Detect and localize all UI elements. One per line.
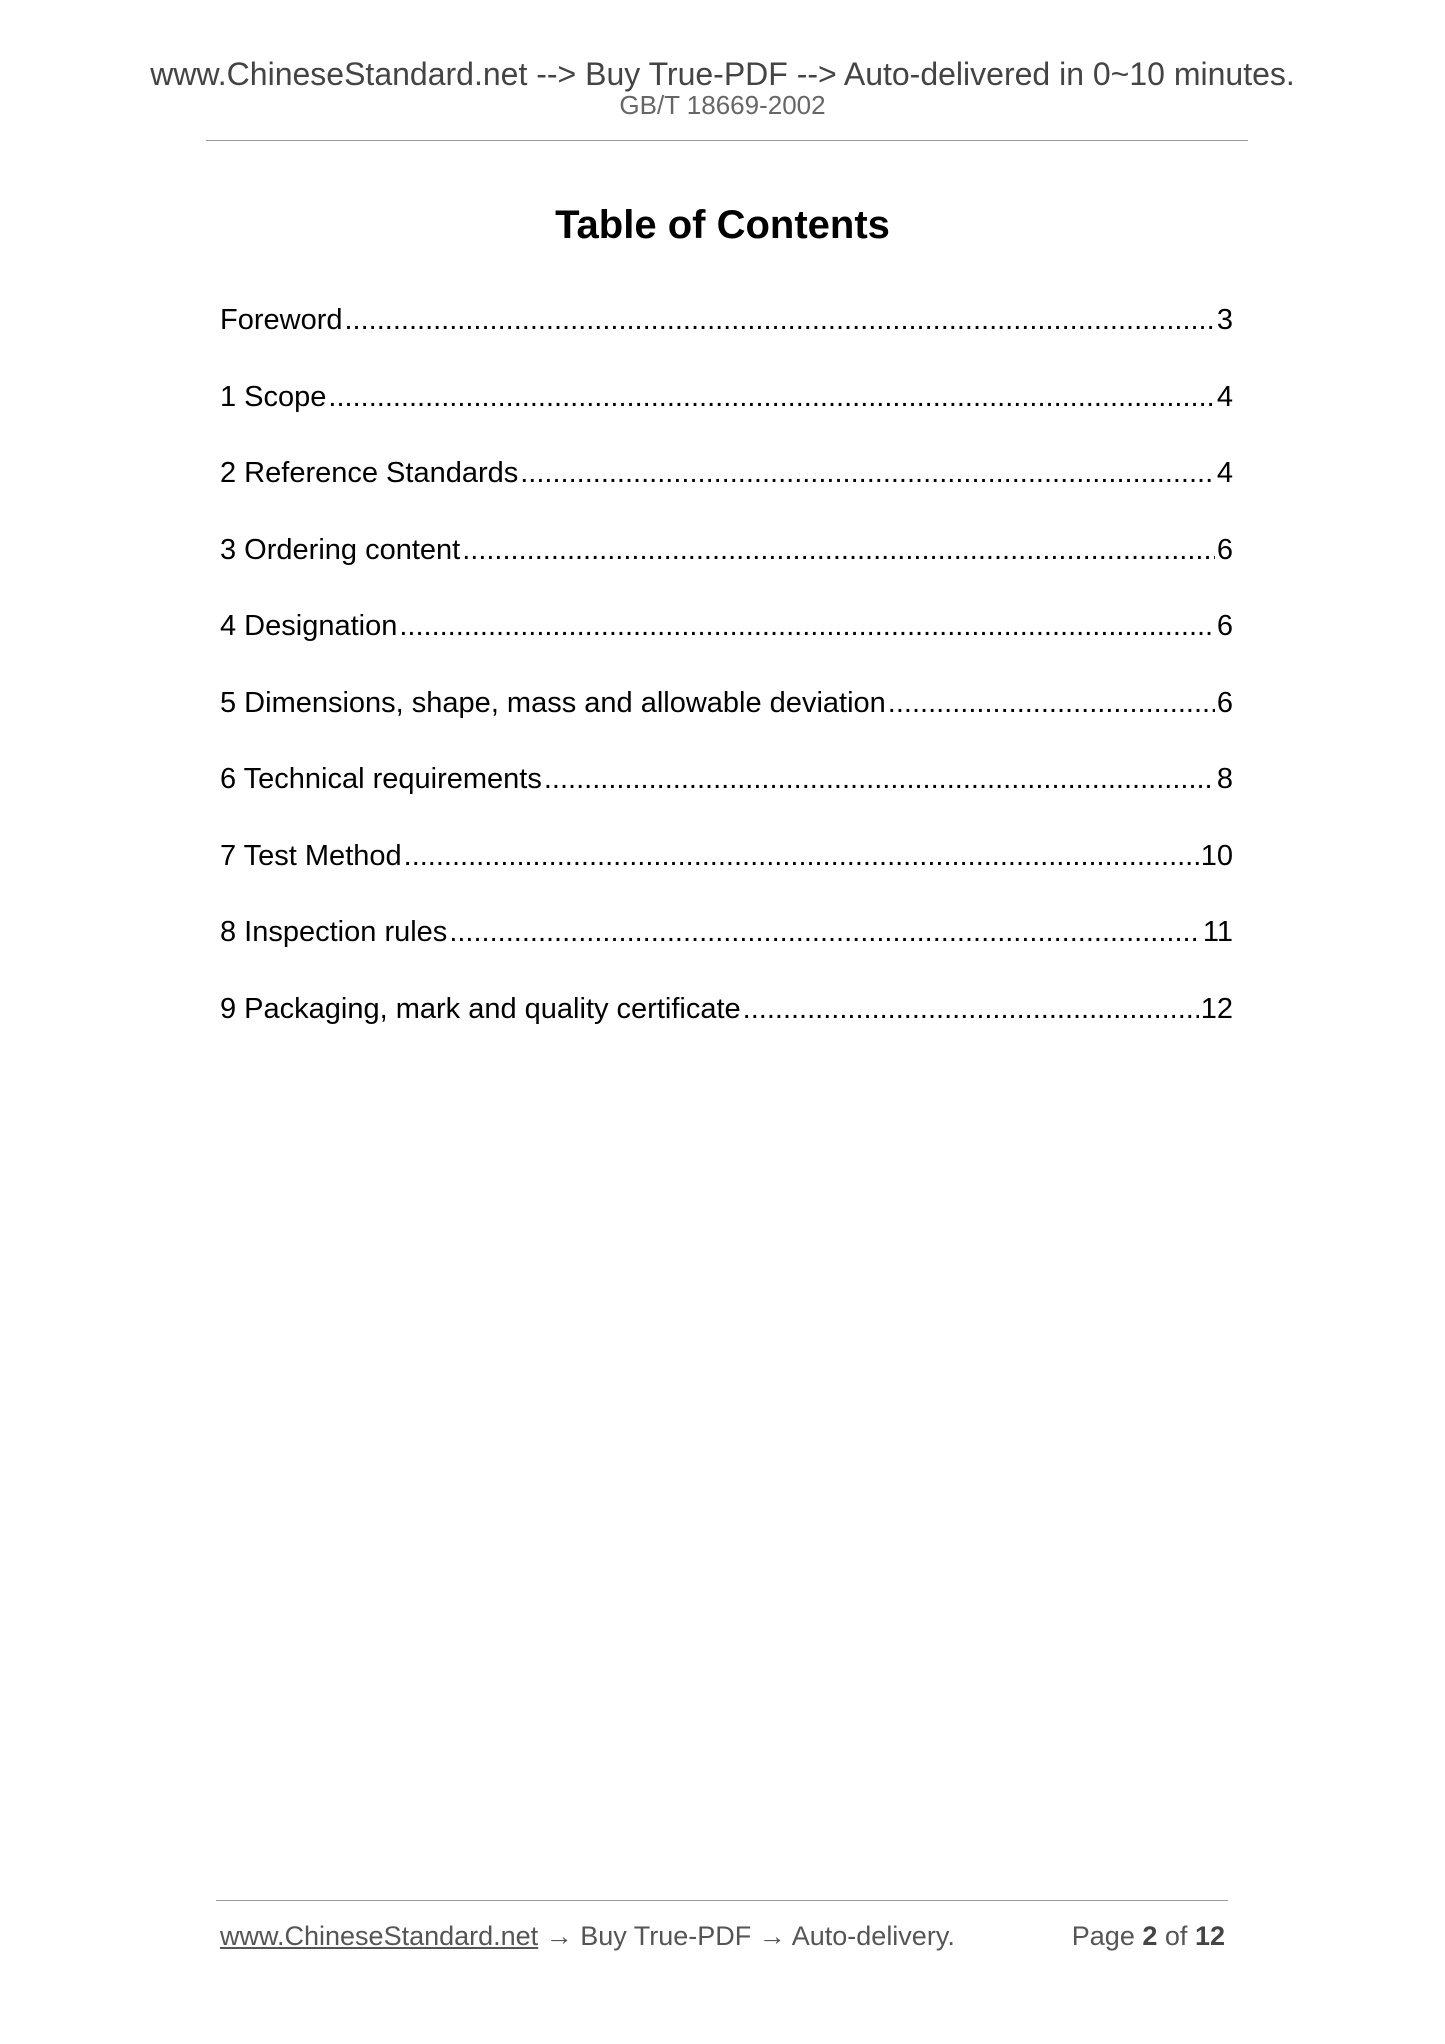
site-banner: www.ChineseStandard.net --> Buy True-PDF --> Auto-delivered in 0~10 minutes. — [150, 56, 1295, 92]
toc-entry-page: 10 — [1200, 839, 1233, 872]
toc-entry-label: 8 Inspection rules — [220, 916, 448, 948]
toc-entry-inspection-rules[interactable] — [220, 910, 1233, 987]
footer-divider — [216, 1900, 1228, 1901]
toc-list — [220, 298, 1233, 1063]
toc-entry-page: 6 — [1216, 686, 1233, 719]
toc-entry-test-method[interactable] — [220, 834, 1233, 911]
toc-entry-label: 4 Designation — [220, 610, 398, 642]
toc-entry-dimensions[interactable] — [220, 681, 1233, 758]
toc-dot-leader — [328, 375, 1214, 419]
toc-entry-label: 6 Technical requirements — [220, 763, 542, 795]
toc-entry-label: 3 Ordering content — [220, 533, 461, 566]
toc-entry-label: Foreword — [220, 304, 343, 336]
toc-dot-leader — [345, 298, 1215, 342]
header-divider — [206, 140, 1248, 141]
of-word: of — [1164, 1921, 1188, 1951]
toc-entry-label: 2 Reference Standards — [220, 457, 519, 489]
toc-entry-page: 8 — [1216, 763, 1233, 795]
current-page-number: 2 — [1142, 1921, 1158, 1951]
toc-entry-packaging[interactable] — [220, 987, 1233, 1064]
toc-dot-leader — [449, 910, 1201, 954]
toc-dot-leader — [404, 834, 1199, 878]
standard-code: GB/T 18669-2002 — [619, 90, 826, 120]
toc-dot-leader — [743, 987, 1199, 1031]
toc-dot-leader — [462, 528, 1215, 572]
toc-entry-page: 12 — [1200, 992, 1233, 1025]
toc-entry-page: 4 — [1216, 380, 1233, 413]
toc-entry-page: 4 — [1216, 457, 1233, 489]
toc-entry-label: 5 Dimensions, shape, mass and allowable deviation — [220, 686, 886, 719]
toc-entry-page: 11 — [1202, 916, 1233, 948]
total-pages-number: 12 — [1194, 1921, 1225, 1951]
toc-dot-leader — [544, 757, 1215, 801]
toc-entry-page: 3 — [1216, 304, 1233, 336]
toc-entry-label: 1 Scope — [220, 380, 327, 413]
page-word: Page — [1071, 1921, 1135, 1951]
page-indicator — [1072, 1918, 1225, 1954]
toc-entry-designation[interactable] — [220, 604, 1233, 681]
site-link[interactable]: www.ChineseStandard.net — [220, 1921, 539, 1951]
toc-dot-leader — [520, 451, 1215, 495]
toc-entry-scope[interactable] — [220, 375, 1233, 452]
toc-entry-technical-requirements[interactable] — [220, 757, 1233, 834]
toc-entry-foreword[interactable] — [220, 298, 1233, 375]
toc-entry-page: 6 — [1216, 533, 1233, 566]
footer-left — [220, 1918, 955, 1954]
toc-entry-reference-standards[interactable] — [220, 451, 1233, 528]
toc-entry-ordering-content[interactable] — [220, 528, 1233, 605]
toc-entry-label: 7 Test Method — [220, 839, 402, 872]
footer-tagline: → Buy True-PDF → Auto-delivery. — [538, 1921, 955, 1951]
toc-entry-page: 6 — [1216, 610, 1233, 642]
toc-entry-label: 9 Packaging, mark and quality certificate — [220, 992, 741, 1025]
toc-title: Table of Contents — [555, 203, 890, 247]
toc-dot-leader — [399, 604, 1215, 648]
toc-dot-leader — [888, 681, 1215, 725]
